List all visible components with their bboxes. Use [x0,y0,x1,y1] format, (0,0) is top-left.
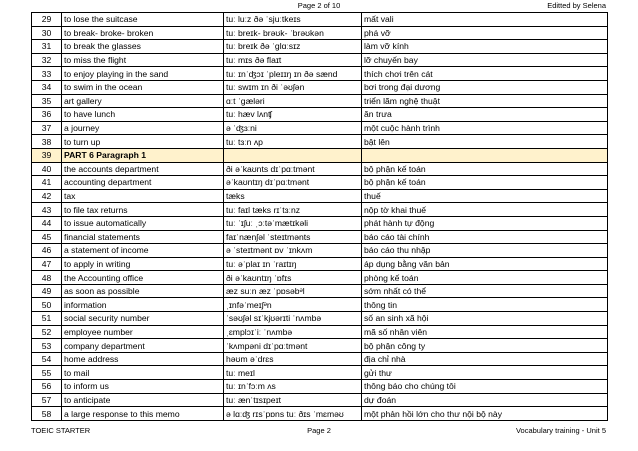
vietnamese-meaning-cell: gửi thư [362,366,608,380]
vietnamese-meaning-cell: bộ phận công ty [362,339,608,353]
row-number-cell: 42 [32,189,62,203]
row-number-cell: 46 [32,244,62,258]
vocab-row [32,352,608,366]
pronunciation-cell: həʊm əˈdrɛs [224,352,362,366]
vocab-row [32,94,608,108]
vocab-row [32,162,608,176]
row-number-cell: 39 [32,148,62,162]
english-term-cell: to enjoy playing in the sand [62,67,224,81]
vocab-row [32,26,608,40]
vietnamese-meaning-cell: dự đoán [362,393,608,407]
editor-credit: Editted by Selena [547,1,606,10]
vocab-row [32,271,608,285]
vocab-row [32,257,608,271]
vocabulary-table [31,12,608,421]
vietnamese-meaning-cell: lỡ chuyến bay [362,53,608,67]
row-number-cell: 54 [32,352,62,366]
vietnamese-meaning-cell: thông tin [362,298,608,312]
vietnamese-meaning-cell: triển lãm nghệ thuật [362,94,608,108]
pronunciation-cell: ˈkʌmpəni dɪˈpɑːtmənt [224,339,362,353]
pronunciation-cell: tuː ˈɪʃuː ˌɔːtəˈmætɪkəli [224,216,362,230]
row-number-cell: 29 [32,13,62,27]
vocab-row [32,135,608,149]
row-number-cell: 52 [32,325,62,339]
pronunciation-cell: ði əˈkaʊntɪŋ ˈɒfɪs [224,271,362,285]
english-term-cell: to mail [62,366,224,380]
pronunciation-cell: ði əˈkaʊnts dɪˈpɑːtmənt [224,162,362,176]
vocab-row [32,121,608,135]
vocab-row [32,216,608,230]
pronunciation-cell: ə ˈʤɜːni [224,121,362,135]
pronunciation-cell: tuː ɪnˈfɔːm ʌs [224,380,362,394]
vietnamese-meaning-cell: thuế [362,189,608,203]
section-header-row [32,148,608,162]
vocab-row [32,80,608,94]
pronunciation-cell: tuː tɜːn ʌp [224,135,362,149]
english-term-cell: to issue automatically [62,216,224,230]
vietnamese-meaning-cell: thông báo cho chúng tôi [362,380,608,394]
vietnamese-meaning-cell: bơi trong đại dương [362,80,608,94]
row-number-cell: 35 [32,94,62,108]
english-term-cell: home address [62,352,224,366]
vietnamese-meaning-cell: địa chỉ nhà [362,352,608,366]
vietnamese-meaning-cell: báo cáo tài chính [362,230,608,244]
vietnamese-meaning-cell: báo cáo thu nhập [362,244,608,258]
vietnamese-meaning-cell: thích chơi trên cát [362,67,608,81]
vocab-row [32,189,608,203]
english-term-cell: tax [62,189,224,203]
english-term-cell: financial statements [62,230,224,244]
row-number-cell: 33 [32,67,62,81]
vocab-row [32,325,608,339]
vocab-row [32,67,608,81]
vocab-row [32,393,608,407]
footer-page-number: Page 2 [307,426,331,435]
vietnamese-meaning-cell: phòng kế toán [362,271,608,285]
row-number-cell: 50 [32,298,62,312]
vietnamese-meaning-cell: phát hành tự động [362,216,608,230]
english-term-cell: a large response to this memo [62,407,224,421]
english-term-cell: to break- broke- broken [62,26,224,40]
english-term-cell: to have lunch [62,108,224,122]
vietnamese-meaning-cell: mã số nhân viên [362,325,608,339]
vocab-row [32,13,608,27]
vocab-row [32,339,608,353]
english-term-cell: to turn up [62,135,224,149]
english-term-cell: a journey [62,121,224,135]
vocab-row [32,40,608,54]
footer-course-name: TOEIC STARTER [31,426,91,435]
english-term-cell: art gallery [62,94,224,108]
english-term-cell: to swim in the ocean [62,80,224,94]
row-number-cell: 55 [32,366,62,380]
english-term-cell: the Accounting office [62,271,224,285]
row-number-cell: 56 [32,380,62,394]
pronunciation-cell: tuː swɪm ɪn ði ˈəʊʃən [224,80,362,94]
english-term-cell: employee number [62,325,224,339]
footer-unit-title: Vocabulary training - Unit 5 [515,426,606,435]
vocab-row [32,108,608,122]
english-term-cell: social security number [62,312,224,326]
pronunciation-cell: tuː faɪl tæks rɪˈtɜːnz [224,203,362,217]
row-number-cell: 40 [32,162,62,176]
pronunciation-cell: tuː əˈplaɪ ɪn ˈraɪtɪŋ [224,257,362,271]
pronunciation-cell: tuː breɪk- brəʊk- ˈbrəʊkən [224,26,362,40]
vietnamese-meaning-cell [362,148,608,162]
vietnamese-meaning-cell: làm vỡ kính [362,40,608,54]
vocab-row [32,203,608,217]
english-term-cell: to anticipate [62,393,224,407]
pronunciation-cell: tuː hæv lʌnʧ [224,108,362,122]
row-number-cell: 44 [32,216,62,230]
pronunciation-cell: ə lɑːʤ rɪsˈpɒns tuː ðɪs ˈmɛməʊ [224,407,362,421]
pronunciation-cell: əˈkaʊntɪŋ dɪˈpɑːtmənt [224,176,362,190]
row-number-cell: 47 [32,257,62,271]
english-term-cell: a statement of income [62,244,224,258]
vocab-row [32,298,608,312]
row-number-cell: 43 [32,203,62,217]
vietnamese-meaning-cell: mất vali [362,13,608,27]
vocab-row [32,53,608,67]
english-term-cell: PART 6 Paragraph 1 [62,148,224,162]
english-term-cell: to inform us [62,380,224,394]
english-term-cell: accounting department [62,176,224,190]
row-number-cell: 36 [32,108,62,122]
vietnamese-meaning-cell: sớm nhất có thể [362,284,608,298]
row-number-cell: 31 [32,40,62,54]
english-term-cell: company department [62,339,224,353]
row-number-cell: 53 [32,339,62,353]
vietnamese-meaning-cell: bật lên [362,135,608,149]
pronunciation-cell [224,148,362,162]
vocab-row [32,284,608,298]
english-term-cell: to file tax returns [62,203,224,217]
vocab-row [32,312,608,326]
page-number-label: Page 2 of 10 [297,1,341,10]
english-term-cell: to lose the suitcase [62,13,224,27]
pronunciation-cell: æz suːn æz ˈpɒsəbᵊl [224,284,362,298]
pronunciation-cell: ˌɪnfəˈmeɪʃᵊn [224,298,362,312]
row-number-cell: 38 [32,135,62,149]
english-term-cell: the accounts department [62,162,224,176]
vietnamese-meaning-cell: bộ phận kế toán [362,176,608,190]
row-number-cell: 32 [32,53,62,67]
pronunciation-cell: ˈsəʊʃəl sɪˈkjʊərɪti ˈnʌmbə [224,312,362,326]
pronunciation-cell: tuː ænˈtɪsɪpeɪt [224,393,362,407]
pronunciation-cell: tuː mɪs ðə flaɪt [224,53,362,67]
pronunciation-cell: tæks [224,189,362,203]
vocab-row [32,244,608,258]
pronunciation-cell: ə ˈsteɪtmənt ɒv ˈɪnkʌm [224,244,362,258]
english-term-cell: to apply in writing [62,257,224,271]
english-term-cell: as soon as possible [62,284,224,298]
row-number-cell: 51 [32,312,62,326]
vocab-row [32,407,608,421]
vocab-row [32,380,608,394]
pronunciation-cell: tuː breɪk ðə ˈglɑːsɪz [224,40,362,54]
row-number-cell: 49 [32,284,62,298]
row-number-cell: 58 [32,407,62,421]
pronunciation-cell: ɑːt ˈgæləri [224,94,362,108]
page-footer [0,425,638,437]
row-number-cell: 37 [32,121,62,135]
english-term-cell: information [62,298,224,312]
row-number-cell: 48 [32,271,62,285]
pronunciation-cell: faɪˈnænʃəl ˈsteɪtmənts [224,230,362,244]
row-number-cell: 41 [32,176,62,190]
english-term-cell: to break the glasses [62,40,224,54]
vietnamese-meaning-cell: phá vỡ [362,26,608,40]
pronunciation-cell: tuː ɪnˈʤɔɪ ˈpleɪɪŋ ɪn ðə sænd [224,67,362,81]
pronunciation-cell: tuː meɪl [224,366,362,380]
page-header [0,0,638,12]
vietnamese-meaning-cell: ăn trưa [362,108,608,122]
vocab-row [32,366,608,380]
row-number-cell: 34 [32,80,62,94]
row-number-cell: 45 [32,230,62,244]
row-number-cell: 57 [32,393,62,407]
vietnamese-meaning-cell: một cuộc hành trình [362,121,608,135]
pronunciation-cell: tuː luːz ðə ˈsjuːtkeɪs [224,13,362,27]
vietnamese-meaning-cell: áp dụng bằng văn bản [362,257,608,271]
vietnamese-meaning-cell: số an sinh xã hội [362,312,608,326]
vocab-row [32,230,608,244]
vietnamese-meaning-cell: bộ phận kế toán [362,162,608,176]
vietnamese-meaning-cell: một phản hồi lớn cho thư nội bộ này [362,407,608,421]
pronunciation-cell: ˌɛmplɔɪˈiː ˈnʌmbə [224,325,362,339]
vocabulary-table-body [32,13,608,421]
vocab-row [32,176,608,190]
vietnamese-meaning-cell: nộp tờ khai thuế [362,203,608,217]
row-number-cell: 30 [32,26,62,40]
english-term-cell: to miss the flight [62,53,224,67]
